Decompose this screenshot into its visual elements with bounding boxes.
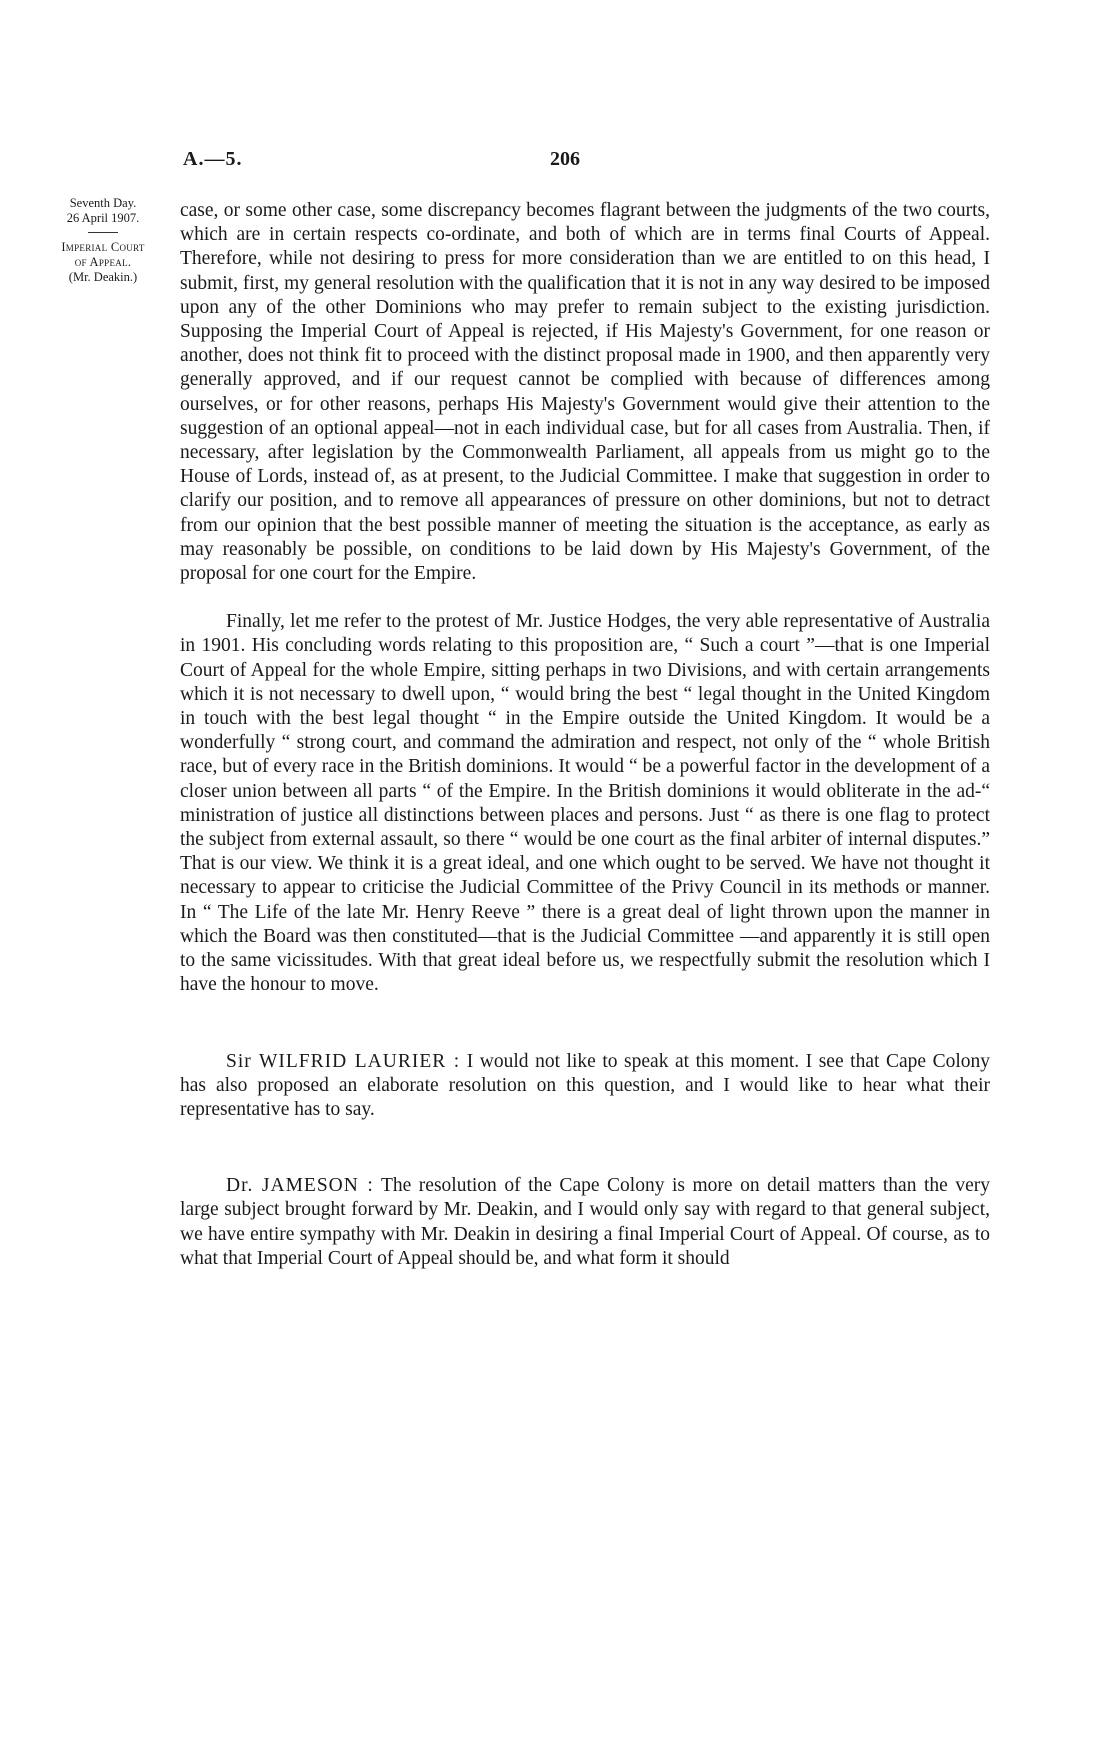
paragraph-continuation: case, or some other case, some discrepancy becomes flagrant between the judgments of the two courts, which are in certain respects co-ordinate, and both of which are in terms final Courts of Appeal. Therefore, while not desiring to press for more consideration than we are entitled to on this head, I submit, first, my general resolution with the qualification that it is not in any way desired to be imposed upon any of the other Dominions who may prefer to remain subject to the existing jurisdiction. Supposing the Imperial Court of Appeal is rejected, if His Majesty's Government, for one reason or another, does not think fit to proceed with the distinct proposal made in 1900, and then apparently very generally approved, and if our request cannot be complied with because of differences among ourselves, or for other reasons, perhaps His Majesty's Government would give their attention to the suggestion of an optional appeal—not in each individual case, but for all cases from Australia. Then, if necessary, after legislation by the Commonwealth Parliament, all appeals from us might go to the House of Lords, instead of, as at present, to the Judicial Committee. I make that suggestion in order to clarify our position, and to remove all appearances of pressure on other dominions, but not to detract from our opinion that the best possible manner of meeting the situation is the acceptance, as early as may reasonably be possible, on conditions to be laid down by His Majesty's Government, of the proposal for one court for the Empire. bbox=[180, 200, 990, 585]
margin-divider bbox=[88, 232, 118, 233]
margin-speaker: (Mr. Deakin.) bbox=[68, 270, 138, 284]
paragraph-laurier bbox=[180, 1050, 990, 1123]
speaker-name: Sir WILFRID LAURIER : bbox=[226, 1050, 461, 1072]
margin-topic-line1: Imperial Court bbox=[61, 240, 145, 254]
speech-text: The resolution of the Cape Colony is more on detail matters than the very large subject brought forward by Mr. Deakin, and I would only say with regard to that general subject, we have entire sympathy with Mr. Deakin in desiring a final Imperial Court of Appeal. Of course, as to what that Imperial Court of Appeal should be, and what form it should bbox=[180, 1175, 990, 1269]
margin-note bbox=[36, 196, 170, 285]
paragraph-hodges-quote: Finally, let me refer to the protest of Mr. Justice Hodges, the very able representative of Australia in 1901. His concluding words relating to this proposition are, “ Such a court ”—that is one Imperial Court of Appeal for the whole Empire, sitting perhaps in two Divisions, and with certain arrangements which it is not necessary to dwell upon, “ would bring the best “ legal thought in the United Kingdom in touch with the best legal thought “ in the Empire outside the United Kingdom. It would be a wonderfully “ strong court, and command the admiration and respect, not only of the “ whole British race, but of every race in the British dominions. It would “ be a powerful factor in the development of a closer union between all parts “ of the Empire. In the British dominions it would obliterate in the ad-“ ministration of justice all distinctions between places and persons. Just “ as there is one flag to protect the subject from external assault, so there “ would be one court as the final arbiter of internal disputes.” That is our view. We think it is a great ideal, and one which ought to be served. We have not thought it necessary to appear to criticise the Judicial Committee of the Privy Council in its methods or manner. In “ The Life of the late Mr. Henry Reeve ” there is a great deal of light thrown upon the manner in which the Board was then constituted—that is the Judicial Committee —and apparently it is still open to the same vicissitudes. With that great ideal before us, we respectfully submit the resolution which I have the honour to move. bbox=[180, 611, 990, 996]
body-text bbox=[180, 199, 990, 1271]
margin-topic-line2: of Appeal. bbox=[74, 255, 132, 269]
margin-date: 26 April 1907. bbox=[66, 211, 140, 225]
page-number: 206 bbox=[550, 148, 580, 170]
margin-day: Seventh Day. bbox=[69, 196, 137, 210]
paragraph-jameson bbox=[180, 1174, 990, 1271]
speaker-name: Dr. JAMESON : bbox=[226, 1175, 374, 1197]
document-reference: A.—5. bbox=[183, 148, 243, 170]
speech-text: I would not like to speak at this moment. I see that Cape Colony has also proposed an elaborate resolution on this question, and I would like to hear what their representative has to say. bbox=[180, 1050, 990, 1120]
